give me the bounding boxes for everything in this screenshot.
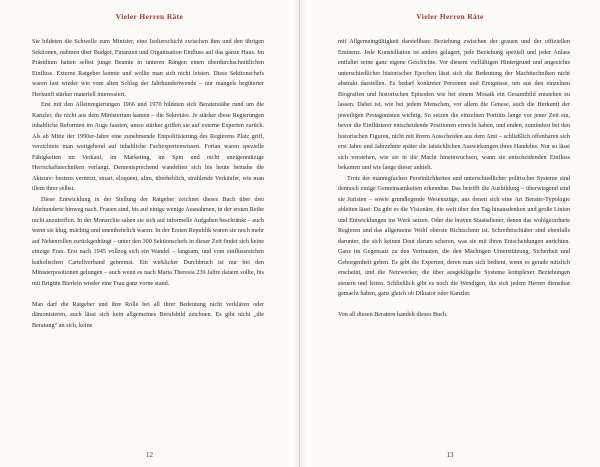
paragraph: Erst mit den Alleinregierungen 1966 und 1970 bildeten sich Beraterstäbe rund um die Kanzler, die nicht aus dem Ministerium kamen – die Sekretäre. Je stärker diese Regierungen inhaltliche Reformen im Auge fassten, umso stärker griffen sie auf externe Experten zurück. Als ab Mitte der 1990er-Jahre eine zunehmende Entpolitisierung des Regierens Platz griff, verzichtete man weitgehend auf inhaltliche Fachexpertenwissen. Fortan waren spezielle Fähigkeiten im Verkauf, im Marketing, im Spin und nicht uneigennützige Herrschaftstechniken verlangt. Dementsprechend wandelten sich bis heute beinahe die Akteure: bestens vernetzt, smart, eloquent, alim, überheblich, strahlende Verkäufer, wie man illem ihrer selbst. — [32, 102, 264, 192]
paragraph: Von all diesen Beratern handelt dieses Buch. — [338, 312, 448, 318]
page-number: 12 — [146, 451, 153, 459]
body-text — [338, 37, 570, 321]
body-text — [32, 37, 264, 331]
paragraph: mit Allgemeingültigkeit darstellbare Beziehung zwischen der grauen und der offiziellen Eminenz. Jede Konstellation ist anders gelagert, jede Beziehung speziell und jeder Anlass entfaltet seine ganz eigene Geschichte. Vor diesem vielfältigen Hintergrund und angesichts unterschiedlicher historischer Epochen lässt sich die Bedeutung der Machttechniken nicht abstrakt darstellen. Es bedarf konkreter Personen und Ereignisse, um aus den einzelnen Biografien und historischen Episoden wie bei einem Mosaik ein Gesamtbild entstehen zu lassen. Dabei ist, wie bei jedem Menschen, vor allem die Genese, auch die Herkunft der jeweiligen Protagonisten wichtig. So setzen die einzelnen Porträts lange vor jener Zeit ein, bevor die Einflüsterer entscheidende Positionen erreicht haben, und enden, zumindest bei den historischen Figuren, nicht mit ihrem Ausscheiden aus dem Amt – schließlich offenbaren sich erst Jahre und Jahrzehnte später die tatsächlichen Auswirkungen ihres Handelns. Nur so lässt sich verstehen, wie sie in die Macht hineinwuchsen, wann sie entscheidenden Einfluss bekamen und wie lange dieser anhielt. — [338, 39, 570, 171]
paragraph: Diese Entwicklung in der Stellung der Ratgeber zeichnet dieses Buch über drei Jahrhunderte hinweg nach. Frauen sind, bis auf einige wenige Ausnahmen, in der ersten Reihe nicht anzutreffen. In der Monarchie sahen sie sich auf informelle Aufgaben beschränkt – auch wenn sie klug, mächtig und unentbehrlich waren. In der Ersten Republik waren sie noch mehr auf Nebenrollen zurückgedrängt – unter den 300 Sektionschefs in dieser Zeit findet sich keine einzige Frau. Erst nach 1945 vollzog sich ein Wandel – langsam, und vom einflussreichen katholischen Cartellverband gebremst. Ein wirklicher Durchbruch ist nur bei den Ministerpositionen gelungen – auch wenn es nach Maria Theresia 239 Jahre dauern sollte, bis mit Brigitte Bierlein wieder eine Frau ganz vorne stand. — [32, 196, 264, 287]
paragraph: Trotz der mannigfachen Persönlichkeiten und unterschiedlicher politischer Systeme sind dennoch einige Gemeinsamkeiten erkennbar. Das betrifft die Ausbildung – überwiegend sind sie Juristen – sowie grundlegende Wesenszüge, aus denen sich eine Art Berater-Typologie ableiten lässt: Da gibt es die Visionäre, die weit über den Tag hinausdenken und große Linien und Entwicklungen ins Werk setzen. Oder die braven Staatsdiener, denen das wohlgeordnete Regieren und das allgemeine Wohl oberste Richtschnur ist. Schreibtischtäter sind ebenfalls darunter, die sich keinen Deut darum scheren, was sie mit ihren Entscheidungen anrichten. Ganz im Gegensatz zu den Vertrauten, die den Mächtigen Unterstützung, Sicherheit und Geborgenheit geben. Es gibt die Experten, deren man sich bedient, wenn es gerade nützlich erscheint, und die Netzwerker, die über ausgeklügelte Systeme komplexer Beziehungen steuern und leiten. Schließlich gibt es noch die Wendigen, die sich jedem Herren dienstbar gemacht haben, ganz gleich ob Diktator oder Kanzler. — [338, 175, 570, 297]
running-head: Vieler Herren Räte — [416, 12, 484, 21]
paragraph: Sie bildeten die Schwelle zum Minister, eine Isolierschicht zwischen ihm und den übrigen Sektionen, nahmen über Budget, Finanzen und Organisation Einfluss auf das ganze Haus. Im Präsidium hatten selbst junge Beamte in unteren Rängen einen überdurchschnittlichen Einfluss. Externe Ratgeber konnte und wollte man sich nicht leisten. Diese Sektionschefs waren fast wieder wie vom alten Schlag der Jahrhundertwende – nur mangels begüterter Herkunft stärker materiell interessiert. — [32, 39, 264, 98]
right-page — [300, 0, 600, 467]
page-number: 13 — [446, 451, 454, 459]
paragraph: Man darf die Ratgeber und ihre Rolle bei all ihrer Bedeutung nicht verklären oder dämonisieren, auch lässt sich kein allgemeines Berufsbild zeichnen. Es gibt nicht „die Beratung“ an sich, keine — [32, 301, 264, 329]
running-head: Vieler Herren Räte — [115, 12, 184, 21]
